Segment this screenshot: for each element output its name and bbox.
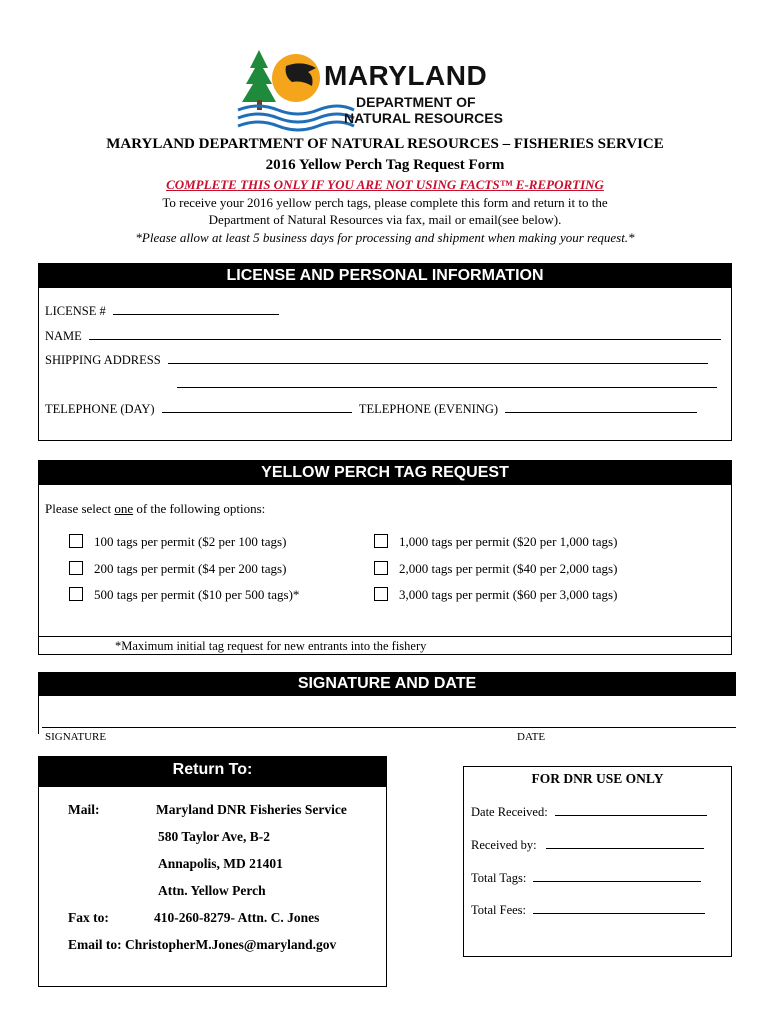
phone-day-label: TELEPHONE (DAY): [45, 402, 155, 416]
option-3000-checkbox[interactable]: [374, 587, 388, 601]
dnr-use-section: [463, 766, 732, 957]
fax-value: 410-260-8279- Attn. C. Jones: [154, 910, 320, 925]
date-received-label: Date Received:: [471, 805, 548, 819]
intro-line-1: To receive your 2016 yellow perch tags, please complete this form and return it to the: [162, 195, 608, 210]
license-section-heading: LICENSE AND PERSONAL INFORMATION: [39, 264, 731, 288]
phone-evening-label: TELEPHONE (EVENING): [358, 402, 499, 416]
option-2000-checkbox[interactable]: [374, 561, 388, 575]
signature-label: SIGNATURE: [45, 731, 107, 743]
option-500-checkbox[interactable]: [69, 587, 83, 601]
license-field[interactable]: [113, 304, 279, 315]
option-100-checkbox[interactable]: [69, 534, 83, 548]
received-by-row: [471, 838, 704, 853]
address-label: SHIPPING ADDRESS: [45, 353, 161, 367]
license-section: [38, 263, 732, 441]
total-tags-row: [471, 871, 701, 886]
logo-maryland: MARYLAND: [324, 60, 488, 91]
email-line: Email to: ChristopherM.Jones@maryland.gov: [68, 937, 337, 952]
option-100-label: 100 tags per permit ($2 per 100 tags): [94, 534, 287, 549]
processing-note: *Please allow at least 5 business days for processing and shipment when making your request.*: [135, 230, 635, 245]
signature-left-border: [38, 696, 39, 734]
option-500-label: 500 tags per permit ($10 per 500 tags)*: [94, 587, 300, 602]
name-field[interactable]: [89, 329, 721, 340]
option-3000-label: 3,000 tags per permit ($60 per 3,000 tags): [399, 587, 618, 602]
mail-line-3: Annapolis, MD 21401: [158, 856, 283, 871]
option-200-label: 200 tags per permit ($4 per 200 tags): [94, 561, 287, 576]
total-tags-field[interactable]: [533, 871, 701, 882]
address-field-2[interactable]: [177, 377, 717, 388]
tag-request-section: [38, 460, 732, 655]
option-500-tags[interactable]: [69, 587, 299, 603]
tag-prompt-after: of the following options:: [133, 501, 266, 516]
intro-line-2: Department of Natural Resources via fax, mail or email(see below).: [208, 212, 562, 227]
option-2000-tags[interactable]: [374, 561, 617, 577]
mail-line-2: 580 Taylor Ave, B-2: [158, 829, 271, 844]
tag-prompt: [45, 501, 265, 517]
form-title: MARYLAND DEPARTMENT OF NATURAL RESOURCES – FISHERIES SERVICE: [106, 136, 664, 152]
option-200-checkbox[interactable]: [69, 561, 83, 575]
received-by-field[interactable]: [546, 838, 704, 849]
option-1000-checkbox[interactable]: [374, 534, 388, 548]
option-1000-label: 1,000 tags per permit ($20 per 1,000 tags): [399, 534, 618, 549]
footnote-divider: [39, 636, 731, 637]
option-100-tags[interactable]: [69, 534, 286, 550]
warning-text: COMPLETE THIS ONLY IF YOU ARE NOT USING FACTS™ E-REPORTING: [166, 177, 604, 192]
tag-prompt-before: Please select: [45, 501, 115, 516]
tag-prompt-one: one: [114, 501, 134, 516]
phone-row: [45, 402, 697, 417]
address-row-2: [177, 377, 717, 392]
phone-evening-field[interactable]: [505, 402, 697, 413]
mail-label: Mail:: [68, 802, 100, 817]
logo-department: DEPARTMENT OF: [356, 94, 476, 110]
dnr-heading: FOR DNR USE ONLY: [531, 771, 664, 786]
fax-label: Fax to:: [68, 910, 109, 925]
total-fees-row: [471, 903, 705, 918]
signature-heading: SIGNATURE AND DATE: [38, 672, 736, 696]
dnr-logo: [226, 44, 546, 134]
mail-line-1: Maryland DNR Fisheries Service: [156, 802, 347, 817]
return-heading: Return To:: [39, 757, 386, 787]
name-row: [45, 329, 721, 344]
total-tags-label: Total Tags:: [471, 871, 527, 885]
received-by-label: Received by:: [471, 838, 537, 852]
return-section: [38, 756, 387, 987]
date-received-field[interactable]: [555, 805, 707, 816]
date-label: DATE: [517, 731, 546, 743]
address-field-1[interactable]: [168, 353, 708, 364]
phone-day-field[interactable]: [162, 402, 352, 413]
total-fees-label: Total Fees:: [471, 903, 527, 917]
mail-line-4: Attn. Yellow Perch: [158, 883, 266, 898]
option-1000-tags[interactable]: [374, 534, 617, 550]
option-200-tags[interactable]: [69, 561, 286, 577]
tag-footnote: *Maximum initial tag request for new entrants into the fishery: [115, 639, 427, 653]
option-3000-tags[interactable]: [374, 587, 617, 603]
date-received-row: [471, 805, 707, 820]
address-row: [45, 353, 708, 368]
option-2000-label: 2,000 tags per permit ($40 per 2,000 tags): [399, 561, 618, 576]
license-row: [45, 304, 279, 319]
license-label: LICENSE #: [45, 304, 106, 318]
signature-line[interactable]: [42, 727, 736, 728]
form-subtitle: 2016 Yellow Perch Tag Request Form: [265, 157, 505, 173]
name-label: NAME: [45, 329, 82, 343]
total-fees-field[interactable]: [533, 903, 705, 914]
logo-natural-resources: NATURAL RESOURCES: [344, 110, 503, 126]
tag-request-heading: YELLOW PERCH TAG REQUEST: [39, 461, 731, 485]
